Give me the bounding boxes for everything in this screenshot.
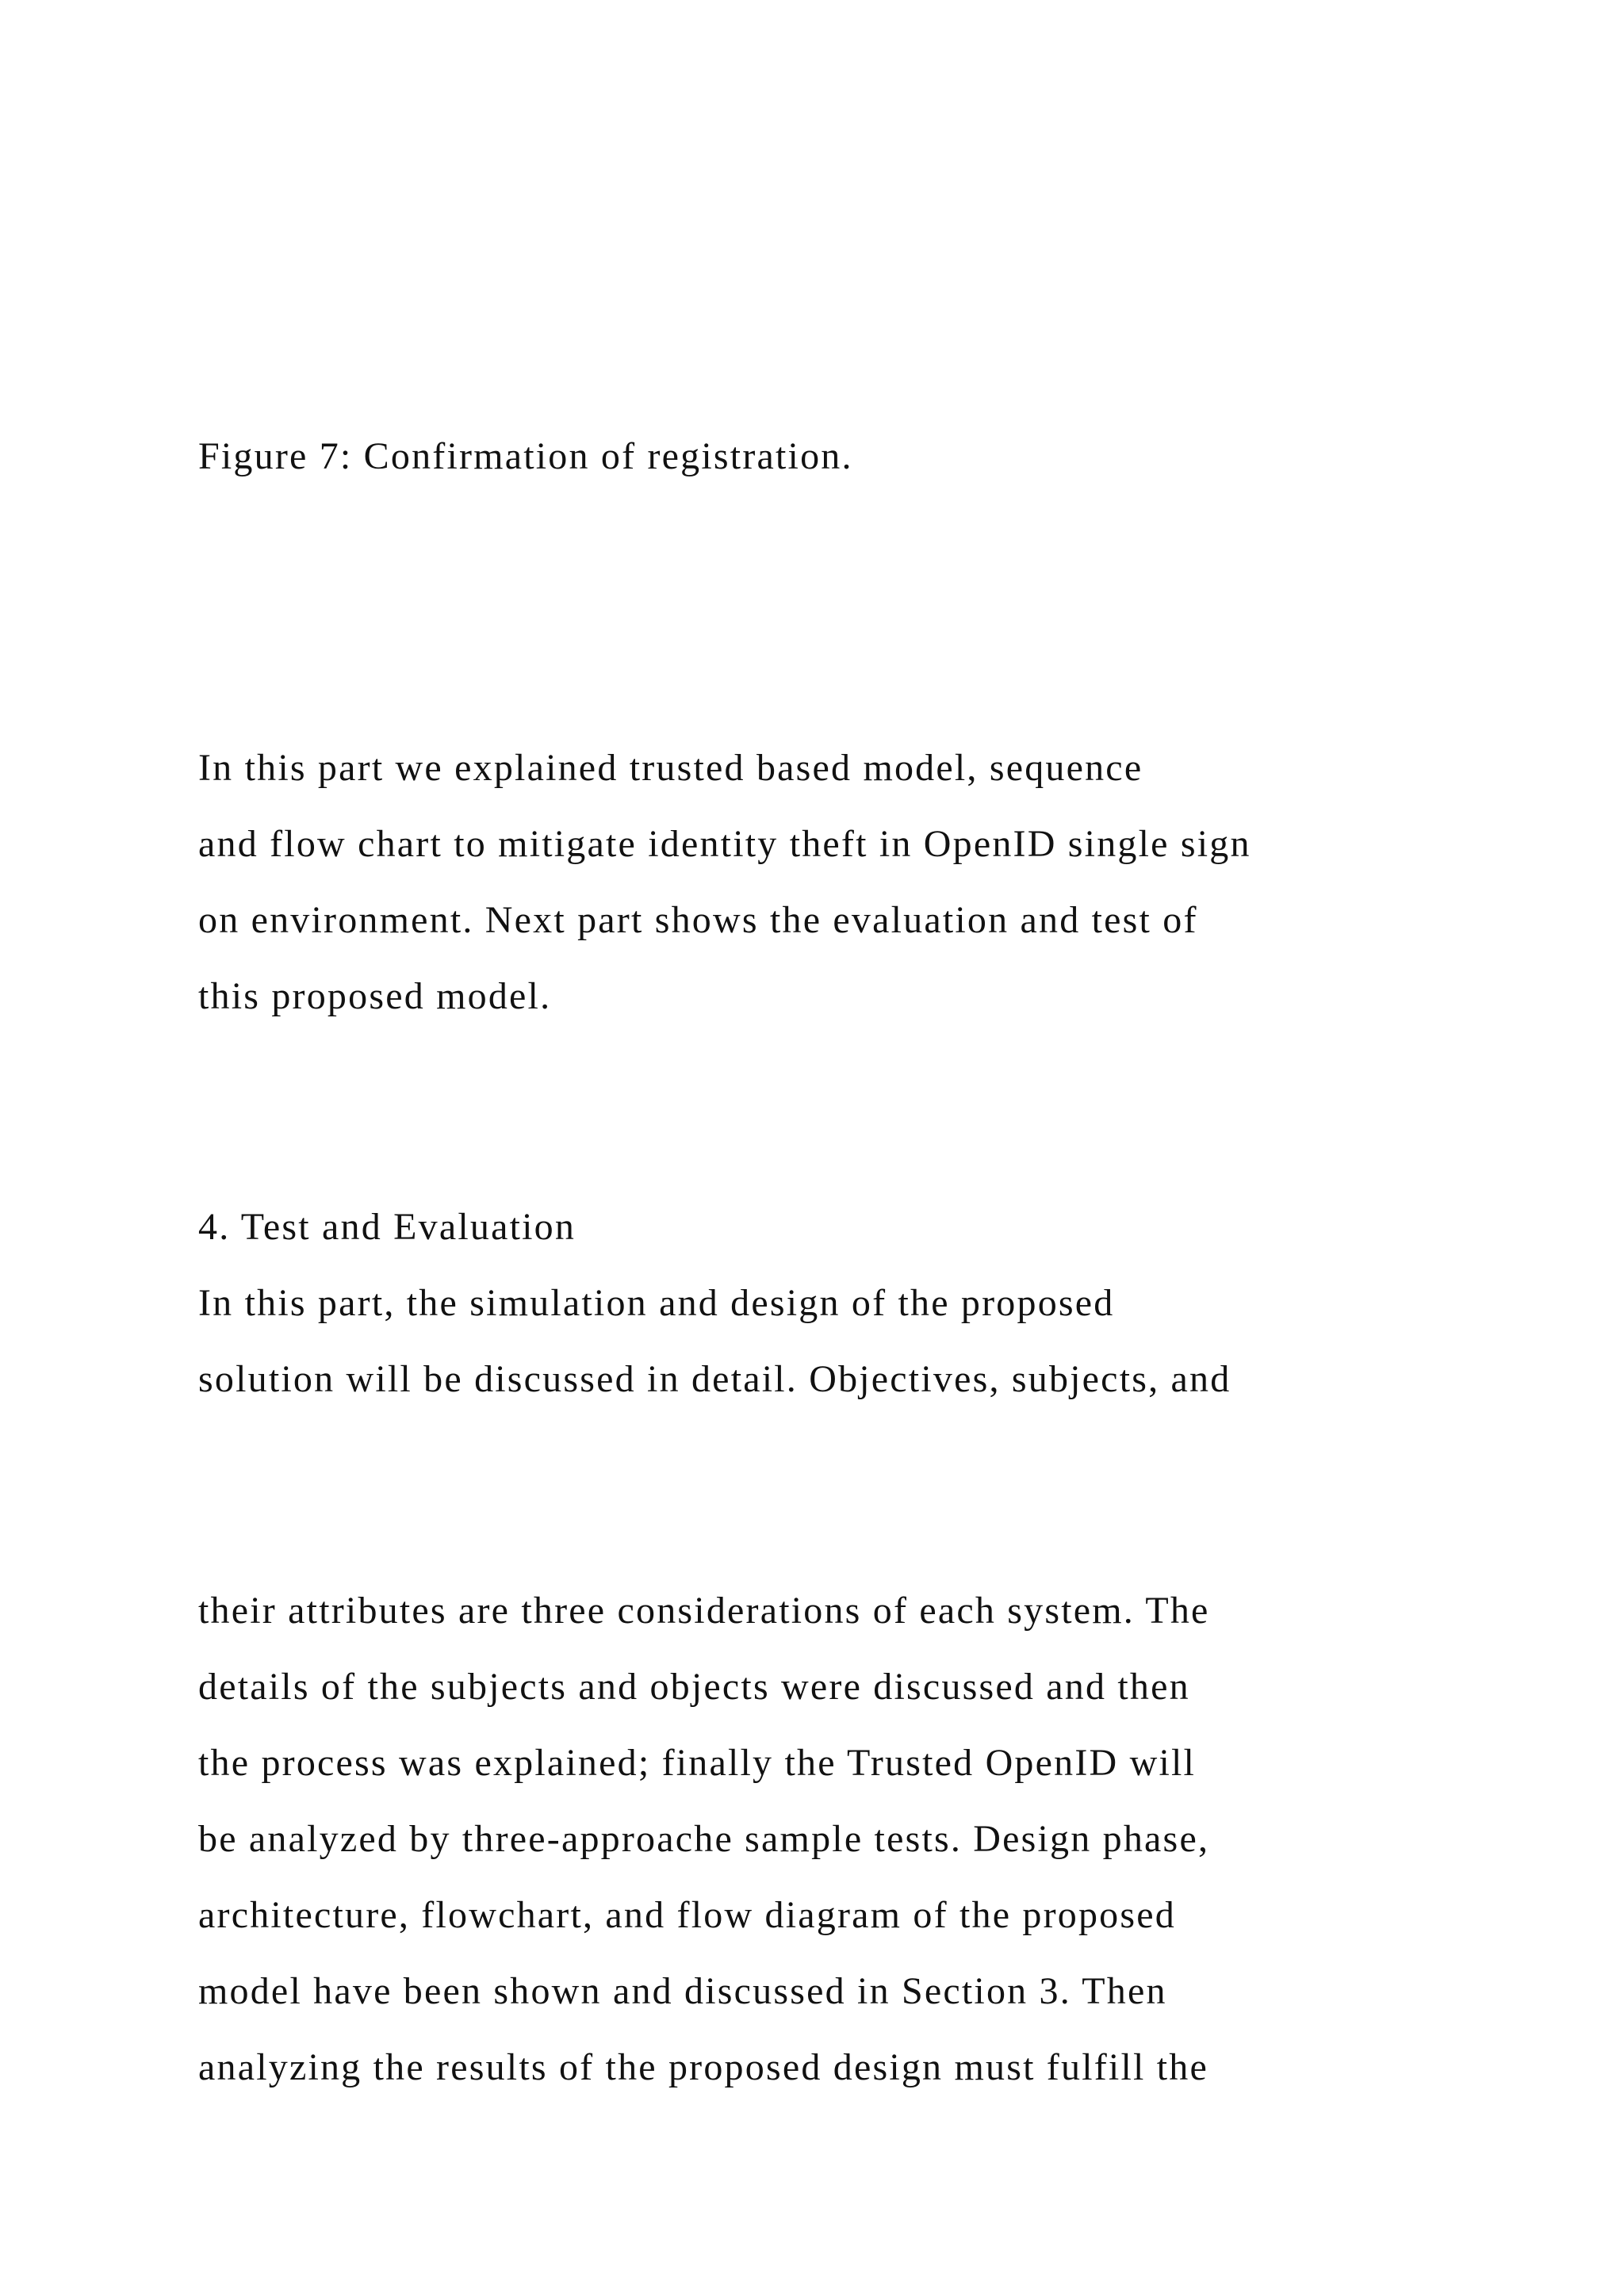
paragraph-line: details of the subjects and objects were discussed and then	[198, 1666, 1190, 1708]
paragraph-line: In this part, the simulation and design of the proposed	[198, 1282, 1115, 1324]
paragraph-line: on environment. Next part shows the evaluation and test of	[198, 899, 1198, 941]
paragraph-line: the process was explained; finally the Trusted OpenID will	[198, 1742, 1197, 1784]
paragraph-line: architecture, flowchart, and flow diagram of the proposed	[198, 1894, 1176, 1936]
paragraph-line: their attributes are three considerations of each system. The	[198, 1590, 1210, 1632]
paragraph-line: this proposed model.	[198, 975, 552, 1017]
paragraph-line: and flow chart to mitigate identity theft in OpenID single sign	[198, 823, 1251, 865]
paragraph-line: be analyzed by three-approache sample tests. Design phase,	[198, 1818, 1210, 1860]
paragraph-line: In this part we explained trusted based model, sequence	[198, 747, 1143, 789]
section-heading: 4. Test and Evaluation	[198, 1206, 576, 1248]
paragraph-line: model have been shown and discussed in Section 3. Then	[198, 1970, 1167, 2012]
figure-caption: Figure 7: Confirmation of registration.	[198, 435, 853, 477]
paragraph-line: solution will be discussed in detail. Objectives, subjects, and	[198, 1358, 1231, 1400]
paragraph-line: analyzing the results of the proposed design must fulfill the	[198, 2046, 1208, 2088]
